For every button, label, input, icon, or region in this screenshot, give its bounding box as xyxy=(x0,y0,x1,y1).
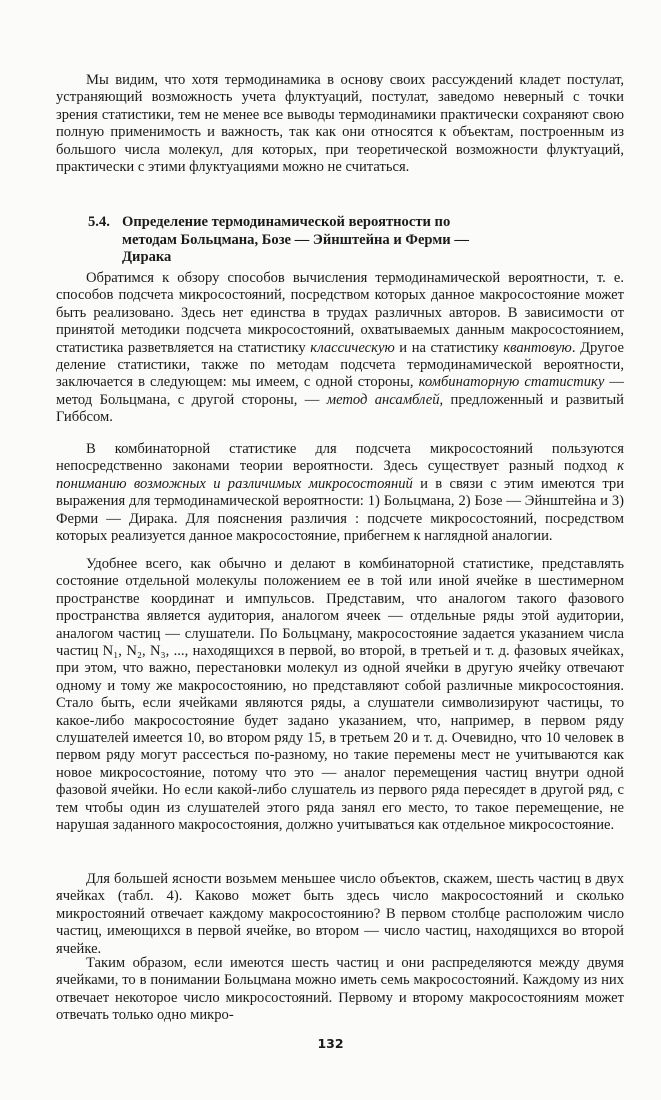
page-number: 132 xyxy=(317,1036,344,1051)
section-number: 5.4. xyxy=(88,214,110,230)
paragraph-combinatorial-statistics xyxy=(56,441,624,545)
paragraph-text: Обратимся к обзору способов вычисления термодинамической вероятности, т. е. способов подсчета микросостояний, посредством которых данное макросостояние может быть реализовано. Здесь нет единства в трудах различных авторов. В зависимости от принятой методики подсчета микросостояний, охватываемых данным макросостоянием, статистика разветвляется на статистику классическую и на статистику квантовую. Другое деление статистики, также по методам подсчета термодинамической вероятности, заключается в следующем: мы имеем, с одной стороны, комбинаторную статистику — метод Больцмана, с другой стороны, — метод ансамблей, предложенный и развитый Гиббсом. xyxy=(56,270,624,426)
section-title: Определение термодинамической вероятности по методам Больцмана, Бозе — Эйнштейна и Ферми — Дирака xyxy=(122,214,469,266)
paragraph-thermodynamics-postulate xyxy=(56,72,624,176)
paragraph-auditorium-analogy xyxy=(56,556,624,835)
paragraph-text: В комбинаторной статистике для подсчета микросостояний пользуются непосредственно законами теории вероятности. Здесь существует разный подход к пониманию возможных и различимых микросостояний и в связи с этим имеются три выражения для термодинамической вероятности: 1) Больцмана, 2) Бозе — Эйнштейна и 3) Ферми — Дирака. Для пояснения различия : подсчете микросостояний, посредством которых реализуется данное макросостояние, прибегнем к наглядной аналогии. xyxy=(56,441,624,545)
paragraph-text: Удобнее всего, как обычно и делают в комбинаторной статистике, представлять состояние отдельной молекулы положением ее в той или иной ячейке в шестимерном пространстве координат и импульсов. Представим, что аналогом такого фазового пространства является аудитория, аналогом ячеек — отдельные ряды этой аудитории, аналогом частиц — слушатели. По Больцману, макросостояние задается указанием числа частиц N₁, N₂, N₃, ..., находящихся в первой, во второй, в третьей и т. д. фазовых ячейках, при этом, что важно, перестановки молекул из одной ячейки в другую ячейку отвечают одному и тому же макросостоянию, но представляют собой различные микросостояния. Стало быть, если ячейками являются ряды, а слушатели символизируют частицы, то какое-либо макросостояние будет задано указанием, что, например, в первом ряду слушателей имеется 10, во втором ряду 15, в третьем 20 и т. д. Очевидно, что 10 человек в первом ряду могут рассесться по-разному, но такие перемены мест не учитываются как новое микросостояние, потому что это — аналог перемещения частиц внутри одной фазовой ячейки. Но если какой-либо слушатель из первого ряда пересядет в другой ряд, с тем чтобы один из слушателей этого ряда занял его место, то такое перемещение, не нарушая заданного макросостояния, должно учитываться как отдельное микросостояние. xyxy=(56,556,624,834)
paragraph-six-particles xyxy=(56,871,624,958)
paragraph-text: Мы видим, что хотя термодинамика в основу своих рассуждений кладет постулат, устраняющий возможность учета флуктуаций, постулат, заведомо неверный с точки зрения статистики, тем не менее все выводы термодинамики практически сохраняют свою полную применимость и важность, так как они относятся к объектам, построенным из большого числа молекул, для которых, при теоретической возможности флуктуаций, практически с этими флуктуациями можно не считаться. xyxy=(56,72,624,176)
section-heading xyxy=(88,214,508,267)
paragraph-text: Таким образом, если имеются шесть частиц и они распределяются между двумя ячейками, то в понимании Больцмана можно иметь семь макросостояний. Каждому из них отвечает некоторое число микросостояний. Первому и второму макросостояниям может отвечать только одно микро- xyxy=(56,955,624,1024)
paragraph-seven-macrostates xyxy=(56,955,624,1025)
paragraph-text: Для большей ясности возьмем меньшее число объектов, скажем, шесть частиц в двух ячейках (табл. 4). Каково может быть здесь число макросостояний и сколько микростояний отвечает каждому макросостоянию? В первом столбце расположим число частиц, имеющихся в первой ячейке, во втором — число частиц, находящихся во второй ячейке. xyxy=(56,871,624,957)
paragraph-methods-overview xyxy=(56,270,624,427)
